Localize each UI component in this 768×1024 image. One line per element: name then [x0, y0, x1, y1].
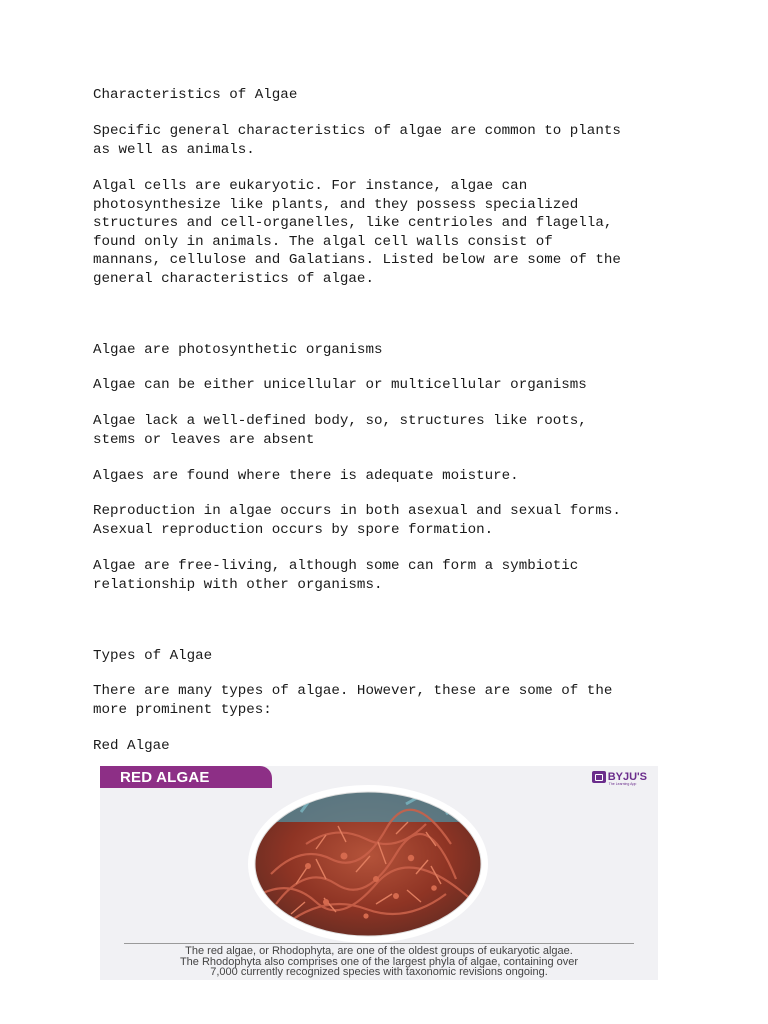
characteristic-item: Algae are photosynthetic organisms	[93, 342, 383, 358]
byjus-logo-icon	[592, 771, 606, 783]
page-title: Characteristics of Algae	[93, 87, 298, 103]
characteristic-item: Algae are free-living, although some can form a symbiotic relationship with other organisms.	[93, 558, 579, 593]
caption-divider	[124, 943, 634, 944]
cells-paragraph: Algal cells are eukaryotic. For instance, algae can photosynthesize like plants, and they possess specialized structures and cell-organelles, like centrioles and flagella, found only in animals. The algal cell walls consist of mannans, cellulose and Galatians. Listed below are some of the general characteristics of algae.	[93, 178, 621, 287]
red-algae-photo	[246, 784, 490, 944]
red-algae-figure	[100, 766, 658, 980]
characteristic-item: Algae lack a well-defined body, so, structures like roots, stems or leaves are absent	[93, 413, 587, 448]
types-intro: There are many types of algae. However, these are some of the more prominent types:	[93, 683, 613, 718]
banner-label: RED ALGAE	[120, 768, 210, 786]
types-heading: Types of Algae	[93, 648, 213, 664]
byjus-logo	[592, 771, 647, 786]
logo-name: BYJU'S	[607, 771, 647, 783]
red-algae-heading: Red Algae	[93, 738, 170, 754]
characteristic-item: Reproduction in algae occurs in both asexual and sexual forms. Asexual reproduction occurs by spore formation.	[93, 503, 621, 538]
intro-paragraph: Specific general characteristics of algae are common to plants as well as animals.	[93, 123, 621, 158]
characteristic-item: Algae can be either unicellular or multicellular organisms	[93, 377, 587, 393]
logo-tagline: The Learning App	[608, 782, 637, 786]
algae-cluster	[246, 784, 490, 944]
characteristic-item: Algaes are found where there is adequate moisture.	[93, 468, 519, 484]
figure-caption: The red algae, or Rhodophyta, are one of the oldest groups of eukaryotic algae. The Rhodophyta also comprises one of the largest phyla of algae, containing over 7,000 currently recognized species with taxonomic revisions ongoing.	[179, 945, 579, 978]
